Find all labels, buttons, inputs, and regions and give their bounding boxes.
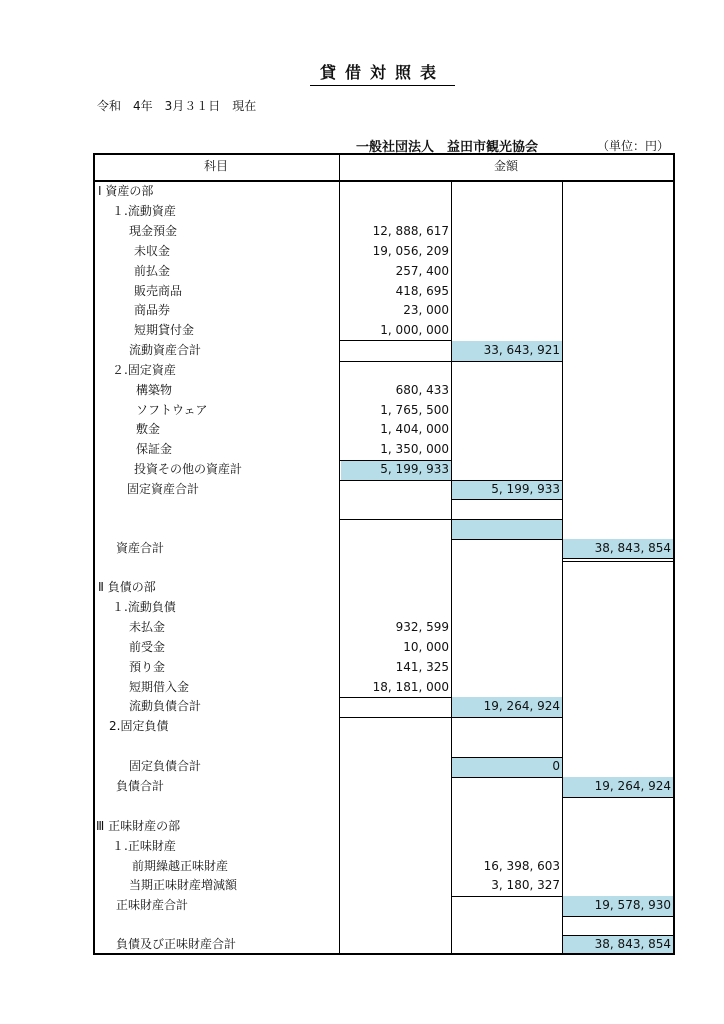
line-under-total-liab — [562, 797, 673, 798]
total-liabilities: 19, 264, 924 — [594, 779, 671, 793]
list-item: 預り金 — [129, 660, 166, 674]
list-item-value: 10, 000 — [403, 640, 449, 654]
section-fixed-assets: ２.固定資産 — [112, 363, 176, 377]
grand-total: 38, 843, 854 — [594, 937, 671, 951]
list-item-value: 1, 350, 000 — [380, 442, 449, 456]
section-fixed-liabilities: 2.固定負債 — [109, 719, 169, 733]
list-item: 当期正味財産増減額 — [129, 878, 238, 892]
current-assets-total: 33, 643, 921 — [483, 343, 560, 357]
highlight-blank-row — [452, 519, 562, 539]
line-under-fixed-total — [451, 499, 562, 500]
current-assets-total-label: 流動資産合計 — [129, 343, 202, 357]
line-under-net-total — [562, 916, 673, 917]
list-item-value: 23, 000 — [403, 303, 449, 317]
list-item: 保証金 — [136, 442, 173, 456]
section-net-assets-sub: １.正味財産 — [112, 839, 176, 853]
line-under-blank-2 — [451, 539, 562, 540]
list-item-value: 1, 000, 000 — [380, 323, 449, 337]
list-item-value: 19, 056, 209 — [372, 244, 449, 258]
current-liabilities-total-label: 流動負債合計 — [129, 699, 202, 713]
double-line-total-assets — [562, 558, 673, 562]
section-current-assets: １.流動資産 — [112, 204, 176, 218]
list-item-value: 418, 695 — [395, 284, 449, 298]
list-item-value: 257, 400 — [395, 264, 449, 278]
list-item: 前払金 — [134, 264, 171, 278]
current-liabilities-total: 19, 264, 924 — [483, 699, 560, 713]
list-item: 未払金 — [129, 620, 166, 634]
section-assets: Ⅰ 資産の部 — [98, 184, 154, 198]
list-item-value: 3, 180, 327 — [491, 878, 560, 892]
line-under-short-loans — [339, 340, 451, 341]
divider-col-2 — [451, 181, 452, 955]
list-item: 商品券 — [134, 303, 171, 317]
organization-name: 一般社団法人 益田市観光協会 — [356, 140, 539, 155]
list-item-value: 1, 765, 500 — [380, 403, 449, 417]
line-under-current-liab-total — [339, 717, 562, 718]
net-assets-total: 19, 578, 930 — [594, 898, 671, 912]
divider-item-col — [339, 153, 340, 955]
table-header — [93, 153, 675, 182]
list-item: 現金預金 — [129, 224, 178, 238]
list-item: 短期貸付金 — [134, 323, 195, 337]
header-item: 科目 — [203, 159, 228, 173]
fixed-liabilities-total-label: 固定負債合計 — [129, 759, 202, 773]
fixed-liabilities-total: 0 — [552, 759, 560, 773]
list-item: 構築物 — [136, 383, 173, 397]
line-above-net-total — [451, 896, 562, 897]
line-under-fixed-liab-total — [451, 777, 562, 778]
line-under-current-total — [339, 361, 562, 362]
section-current-liabilities: １.流動負債 — [112, 600, 176, 614]
section-liabilities: Ⅱ 負債の部 — [98, 580, 156, 594]
list-item: 未収金 — [134, 244, 171, 258]
header-amount: 金額 — [493, 159, 518, 173]
list-item: 敷金 — [136, 422, 161, 436]
list-item-value: 141, 325 — [395, 660, 449, 674]
list-item: 短期借入金 — [129, 680, 190, 694]
list-item-value: 680, 433 — [395, 383, 449, 397]
page-title: 貸借対照表 — [310, 60, 455, 86]
line-under-blank-1 — [339, 519, 562, 520]
list-item-value: 932, 599 — [395, 620, 449, 634]
net-assets-total-label: 正味財産合計 — [116, 898, 189, 912]
list-item-value: 16, 398, 603 — [483, 859, 560, 873]
divider-col-3 — [562, 181, 563, 955]
fixed-assets-total-label: 固定資産合計 — [127, 482, 200, 496]
total-assets: 38, 843, 854 — [594, 541, 671, 555]
list-item-value: 18, 181, 000 — [372, 680, 449, 694]
report-date: 令和 4年 3月３１日 現在 — [97, 99, 257, 113]
fixed-assets-total: 5, 199, 933 — [491, 482, 560, 496]
list-item-value: 12, 888, 617 — [372, 224, 449, 238]
line-under-short-borrowings — [339, 697, 451, 698]
other-assets-total-label: 投資その他の資産計 — [134, 462, 243, 476]
other-assets-total: 5, 199, 933 — [380, 462, 449, 476]
list-item-value: 1, 404, 000 — [380, 422, 449, 436]
list-item: ソフトウェア — [136, 403, 208, 417]
list-item: 販売商品 — [134, 284, 183, 298]
list-item: 前受金 — [129, 640, 166, 654]
total-liabilities-label: 負債合計 — [116, 779, 165, 793]
unit-label: （単位：円） — [597, 139, 670, 153]
grand-total-label: 負債及び正味財産合計 — [116, 937, 237, 951]
list-item: 前期繰越正味財産 — [132, 859, 229, 873]
total-assets-label: 資産合計 — [116, 541, 165, 555]
section-net-assets: Ⅲ 正味財産の部 — [96, 819, 181, 833]
